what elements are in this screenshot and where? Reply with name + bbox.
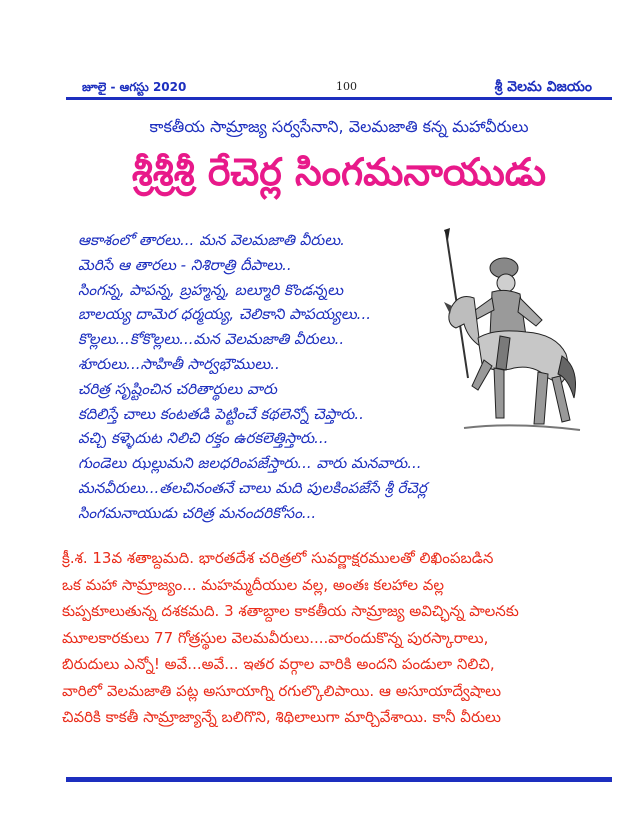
poem-line: గుండెలు ఝల్లుమని జలధరింపజేస్తారు... వారు మనవారు... [78, 454, 422, 473]
page-number: 100 [336, 80, 357, 93]
warrior-on-horse-illustration [434, 228, 584, 443]
page-header [66, 80, 612, 100]
poem-line: కొల్లలు...కోకొల్లలు...మన వెలమజాతి వీరులు.. [78, 330, 345, 349]
poem-line: సింగమనాయుడు చరిత్ర మనందరికోసం... [78, 503, 317, 522]
poem-line: శూరులు...సాహితీ సార్వభౌములు.. [78, 354, 280, 373]
poem-line: ఆకాశంలో తారలు... మన వెలమజాతి వీరులు. [78, 231, 345, 249]
poem-line: బాలయ్య దామెర ధర్మయ్య, చెలికాని పాపయ్యలు... [78, 305, 371, 324]
paragraph-line: బిరుదులు ఎన్నో! అవే...అవే... ఇతర వర్గాల వారికి అందని పండులా నిలిచి, [62, 655, 495, 673]
paragraph-line: ఒక మహా సామ్రాజ్యం... మహమ్మదీయుల వల్ల, అంతః కలహాల వల్ల [62, 575, 445, 594]
footer-rule [66, 777, 612, 782]
paragraph-line: క్రీ.శ. 13వ శతాబ్దమది. భారతదేశ చరిత్రలో సువర్ణాక్షరములతో లిఖింపబడిన [62, 549, 494, 567]
magazine-name: శ్రీ వెలమ విజయం [494, 79, 592, 95]
poem-line: కదిలిస్తే చాలు కంటతడి పెట్టించే కథలెన్నో చెప్తారు.. [78, 404, 364, 423]
paragraph-line: వారిలో వెలమజాతి పట్ల అసూయాగ్ని రగుల్కొలిపాయి. ఆ అసూయాద్వేషాలు [62, 681, 502, 700]
poem-line: చరిత్ర సృష్టించిన చరితార్థులు వారు [78, 379, 277, 398]
paragraph-line: మూలకారకులు 77 గోత్రస్థుల వెలమవీరులు....వారందుకొన్న పురస్కారాలు, [62, 628, 489, 647]
paragraph-line: కుప్పకూలుతున్న దశకమది. 3 శతాబ్దాల కాకతీయ సామ్రాజ్య అవిచ్ఛిన్న పాలనకు [62, 602, 519, 620]
article-title: శ్రీశ్రీశ్రీ రేచెర్ల సింగమనాయుడు [131, 150, 547, 194]
paragraph-line: చివరికి కాకతీ సామ్రాజ్యాన్నే బలిగొని, శిథిలాలుగా మార్చివేశాయి. కానీ వీరులు [62, 708, 501, 726]
poem-line: సింగన్న, పాపన్న, బ్రహ్మన్న, బల్మూరి కొండన్నలు [78, 280, 344, 299]
poem-line: మనవీరులు...తలచినంతనే చాలు మది పులకింపజేసే శ్రీ రేచెర్ల [78, 478, 427, 497]
poem-line: మెరిసే ఆ తారలు - నిశిరాత్రి దీపాలు.. [78, 255, 292, 274]
article-subtitle: కాకతీయ సామ్రాజ్య సర్వసేనాని, వెలమజాతి కన్న మహావీరులు [149, 117, 529, 136]
poem-line: వచ్చి కళ్ళెదుట నిలిచి రక్తం ఉరకలెత్తిస్తారు... [78, 429, 329, 448]
issue-date: జూలై - ఆగస్టు 2020 [82, 80, 187, 94]
article-paragraph [62, 545, 614, 731]
